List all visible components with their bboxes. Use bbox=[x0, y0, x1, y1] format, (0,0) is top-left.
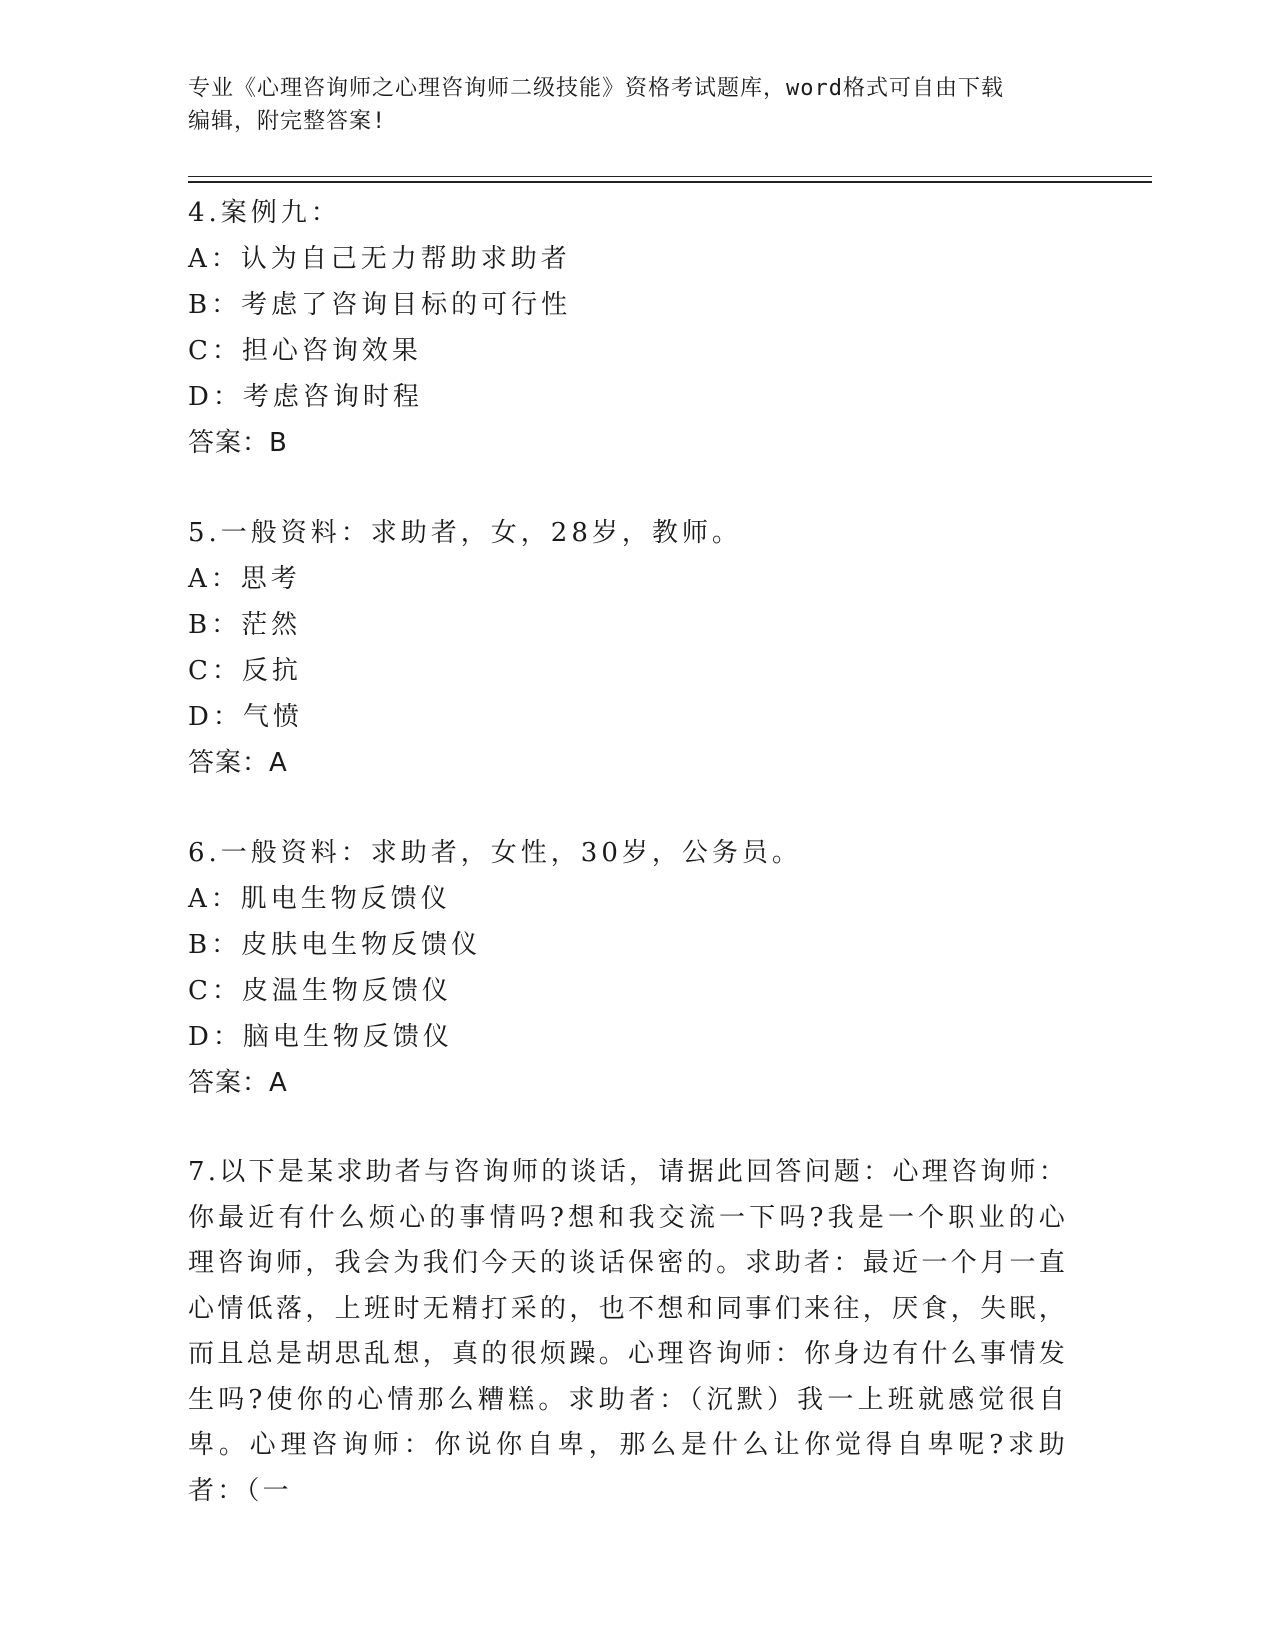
question-stem: 6.一般资料：求助者，女性，30岁，公务员。 bbox=[188, 838, 802, 868]
option-a: A：认为自己无力帮助求助者 bbox=[188, 244, 571, 274]
question-7-dialogue: 7.以下是某求助者与咨询师的谈话，请据此回答问题：心理咨询师：你最近有什么烦心的事情吗?想和我交流一下吗?我是一个职业的心理咨询师，我会为我们今天的谈话保密的。求助者：最近一个月一直心情低落，上班时无精打采的，也不想和同事们来往，厌食，失眠，而且总是胡思乱想，真的很烦躁。心理咨询师：你身边有什么事情发生吗?使你的心情那么糟糕。求助者：（沉默）我一上班就感觉很自卑。心理咨询师：你说你自卑，那么是什么让你觉得自卑呢?求助者：（一 bbox=[188, 1157, 1068, 1506]
option-d: D：气愤 bbox=[188, 702, 303, 732]
option-d: D：脑电生物反馈仪 bbox=[188, 1022, 453, 1052]
option-b: B：皮肤电生物反馈仪 bbox=[188, 930, 482, 960]
spacer bbox=[188, 1106, 1088, 1150]
option-b: B：考虑了咨询目标的可行性 bbox=[188, 290, 572, 320]
spacer bbox=[188, 786, 1088, 830]
question-list bbox=[188, 190, 1088, 1514]
question-block bbox=[188, 830, 1088, 1106]
option-c: C：反抗 bbox=[188, 656, 302, 686]
answer: 答案：B bbox=[188, 428, 288, 458]
header-line-1: 专业《心理咨询师之心理咨询师二级技能》资格考试题库，word格式可自由下载 bbox=[188, 76, 1004, 101]
option-d: D：考虑咨询时程 bbox=[188, 382, 423, 412]
question-block bbox=[188, 190, 1088, 466]
header-rule-thick bbox=[188, 181, 1152, 183]
header-line-2: 编辑，附完整答案! bbox=[188, 109, 387, 134]
option-c: C：担心咨询效果 bbox=[188, 336, 422, 366]
question-stem: 4.案例九： bbox=[188, 198, 341, 228]
spacer bbox=[188, 466, 1088, 510]
page-header bbox=[188, 72, 1088, 138]
option-a: A：思考 bbox=[188, 564, 301, 594]
option-c: C：皮温生物反馈仪 bbox=[188, 976, 452, 1006]
option-b: B：茫然 bbox=[188, 610, 302, 640]
header-rule-thin bbox=[188, 176, 1152, 177]
answer: 答案：A bbox=[188, 748, 288, 778]
answer: 答案：A bbox=[188, 1068, 288, 1098]
question-stem: 5.一般资料：求助者，女，28岁，教师。 bbox=[188, 518, 742, 548]
question-block bbox=[188, 510, 1088, 786]
option-a: A：肌电生物反馈仪 bbox=[188, 884, 451, 914]
